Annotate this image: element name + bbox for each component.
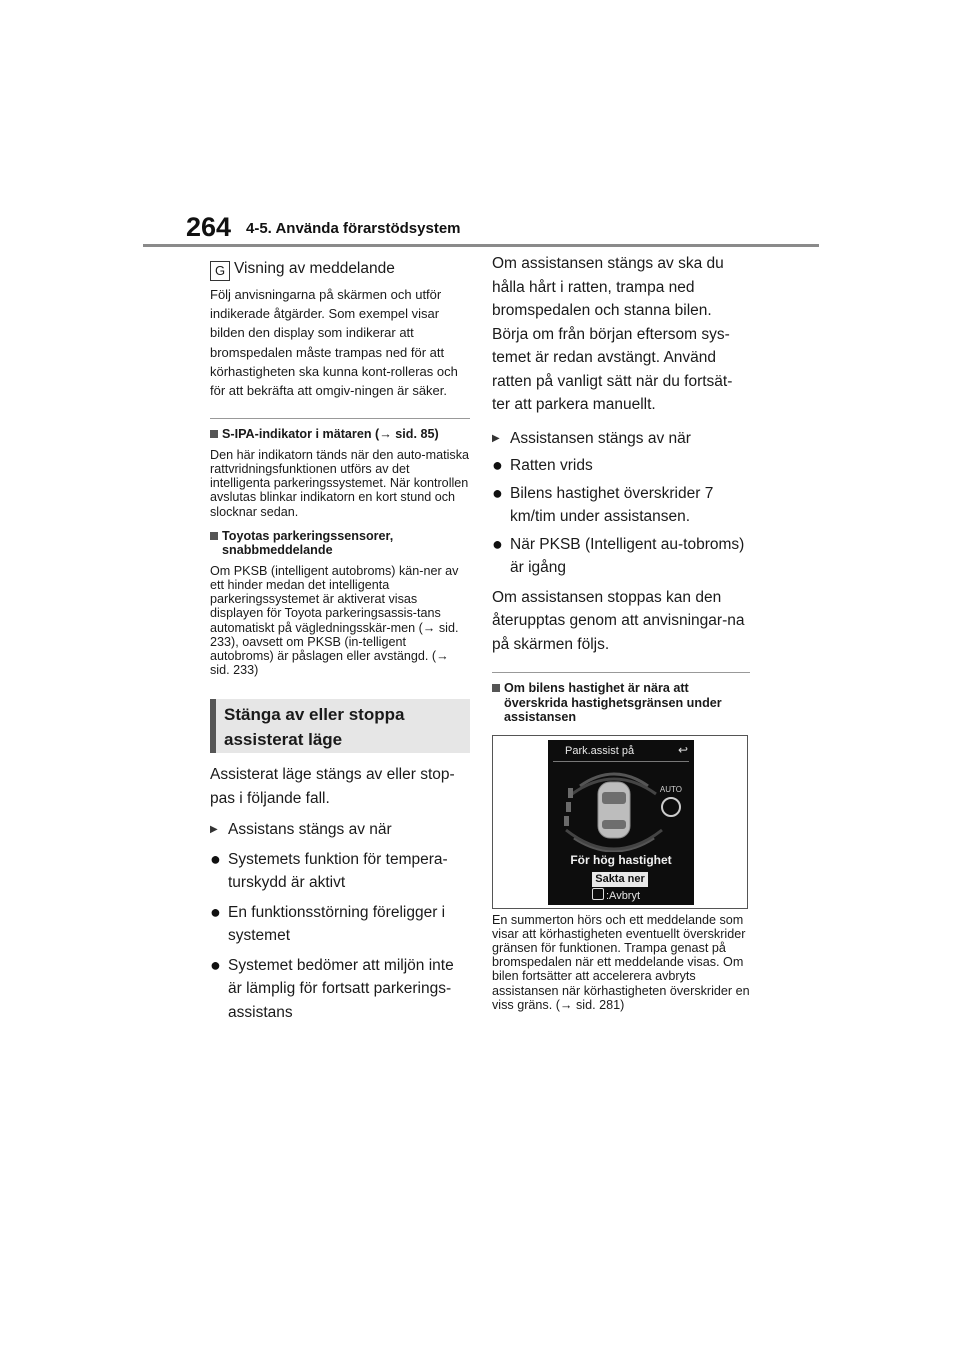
- dot-bullet-icon: ●: [492, 533, 503, 554]
- off-list: [210, 848, 470, 1025]
- square-bullet-icon: [210, 532, 218, 540]
- speed-heading: [492, 681, 750, 725]
- section-title: 4-5. Använda förarstödsystem: [246, 220, 461, 237]
- sensor-heading-text: Toyotas parkeringssensorer, snabbmeddelande: [222, 528, 394, 558]
- off-text: Om assistansen stängs av ska du hålla hårt i ratten, trampa ned bromspedalen och stanna bilen. Börja om från början eftersom sys-temet är redan avstängt. Använd ratten på vanligt sätt när du fortsät-ter att parkera manuellt.: [492, 255, 733, 413]
- list-item: [492, 482, 750, 529]
- speed-block: [492, 681, 750, 725]
- header-rule: [143, 244, 819, 247]
- display-illustration: [492, 735, 748, 909]
- page-number: 264: [186, 212, 232, 242]
- speed-heading-text: Om bilens hastighet är nära att överskrida hastighetsgränsen under assistansen: [504, 681, 722, 724]
- intro-text: Assisterat läge stängs av eller stop-pas i följande fall.: [210, 766, 455, 807]
- list-item-text: När PKSB (Intelligent au-tobroms) är igång: [510, 535, 745, 576]
- car-sensor-icon: [562, 768, 666, 852]
- square-bullet-icon: [210, 430, 218, 438]
- list-item: [210, 848, 470, 895]
- sensor-block: [210, 529, 470, 678]
- dot-bullet-icon: ●: [210, 901, 221, 922]
- list-item-text: Ratten vrids: [510, 457, 593, 474]
- resume-text: Om assistansen stoppas kan den återupptas genom att anvisningar-na på skärmen följs.: [492, 588, 745, 653]
- s-ipa-text: Den här indikatorn tänds när den auto-matiska rattvridningsfunktionen utförs av det intelligenta parkeringssystemet. När kontrollen avslutas blinkar indikatorn en kort stund och slocknar sedan.: [210, 447, 470, 519]
- screen-title: Park.assist på: [565, 744, 635, 757]
- list-item: [492, 533, 750, 580]
- list-item: [210, 954, 470, 1025]
- auto-label: AUTO: [659, 784, 682, 794]
- triangle-bullet-icon: ▶: [210, 824, 218, 836]
- triangle-bullet-icon: ▶: [492, 432, 500, 444]
- caption: En summerton hörs och ett meddelande som visar att körhastigheten eventuellt överskrider gränsen för funktionen. Trampa genast på bromspedalen när ett meddelande visas. Om bilen fortsätter att accelerera avbryts assistansen när körhastigheten överskrider en viss gräns. (→ sid. 281): [492, 912, 750, 1012]
- back-icon: ↩: [677, 742, 688, 757]
- g-badge: G: [210, 261, 230, 281]
- screen-divider: [553, 761, 689, 762]
- list-item: [492, 454, 750, 478]
- stop-list: [492, 454, 750, 580]
- left-column: [210, 256, 470, 1024]
- square-bullet-icon: [492, 684, 500, 692]
- g-heading: [210, 258, 470, 281]
- divider: [492, 672, 750, 673]
- box-heading: Stänga av eller stoppa assisterat läge: [210, 699, 470, 753]
- off-heading-text: Assistans stängs av när: [228, 821, 392, 839]
- screen-cancel-text: :Avbryt: [606, 889, 641, 902]
- dot-bullet-icon: ●: [492, 482, 503, 503]
- s-ipa-heading: [210, 427, 470, 442]
- off-heading: [210, 818, 470, 842]
- list-item-text: Bilens hastighet överskrider 7 km/tim under assistansen.: [510, 484, 714, 525]
- s-ipa-heading-text: S-IPA-indikator i mätaren (→ sid. 85): [222, 427, 439, 442]
- list-item-text: En funktionsstörning föreligger i systemet: [228, 903, 446, 945]
- right-column: [492, 252, 750, 1012]
- list-item-text: Systemet bedömer att miljön inte är lämplig för fortsatt parkerings-assistans: [228, 956, 454, 1021]
- sensor-text: Om PKSB (intelligent autobroms) kän-ner av ett hinder medan det intelligenta parkeringssystemet är aktiverat visas displayen för Toyota parkeringsassis-tans automatiskt på vägledningsskär-men (→ sid. 233), oavsett om PKSB (in-telligent autobroms) är påslagen eller avstängd. (→ sid. 233): [210, 563, 459, 678]
- cancel-icon: [592, 888, 604, 900]
- sensor-heading: [210, 529, 470, 558]
- list-item: [210, 901, 470, 948]
- list-item-text: Systemets funktion för tempera-turskydd är aktivt: [228, 850, 448, 892]
- parking-assist-screen: [548, 740, 694, 905]
- dot-bullet-icon: ●: [210, 848, 221, 869]
- stop-heading-text: Assistansen stängs av när: [510, 429, 691, 447]
- steering-wheel-icon: [661, 797, 681, 817]
- dot-bullet-icon: ●: [210, 954, 221, 975]
- divider: [210, 418, 470, 419]
- g-heading-text: Visning av meddelande: [234, 260, 395, 277]
- screen-highlight: Sakta ner: [592, 872, 648, 887]
- stop-heading: [492, 427, 750, 451]
- dot-bullet-icon: ●: [492, 455, 503, 475]
- screen-cancel: [592, 888, 640, 902]
- screen-message: För hög hastighet: [570, 852, 672, 867]
- g-text: Följ anvisningarna på skärmen och utför indikerade åtgärder. Som exempel visar bilden den display som indikerar att bromspedalen måste trampas ned för att körhastigheten ska kunna kont-rolleras och för att bekräfta att omgiv-ningen är säker.: [210, 287, 458, 399]
- s-ipa-block: [210, 427, 470, 519]
